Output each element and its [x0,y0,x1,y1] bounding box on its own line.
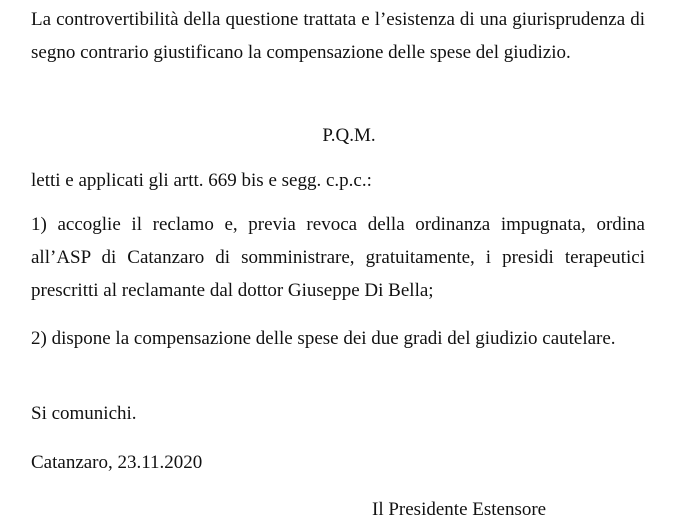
place-date: Catanzaro, 23.11.2020 [31,452,203,473]
closing-text: Si comunichi. [31,403,137,424]
signature-line: Il Presidente Estensore [372,499,547,520]
ruling-point-1: 1) accoglie il reclamo e, previa revoca della ordinanza impugnata, ordina all’ASP di Catanzaro di somministrare, gratuitamente, i presidi terapeutici prescritti al reclamante dal dottor Giuseppe Di Bella; [31,214,645,301]
paragraph-compensazione: La controvertibilità della questione trattata e l’esistenza di una giurisprudenza di segno contrario giustificano la compensazione delle spese del giudizio. [31,9,645,63]
ruling-point-2: 2) dispone la compensazione delle spese dei due gradi del giudizio cautelare. [31,328,616,349]
heading-pqm: P.Q.M. [322,125,376,146]
paragraph-letti: letti e applicati gli artt. 669 bis e segg. c.p.c.: [31,170,372,191]
